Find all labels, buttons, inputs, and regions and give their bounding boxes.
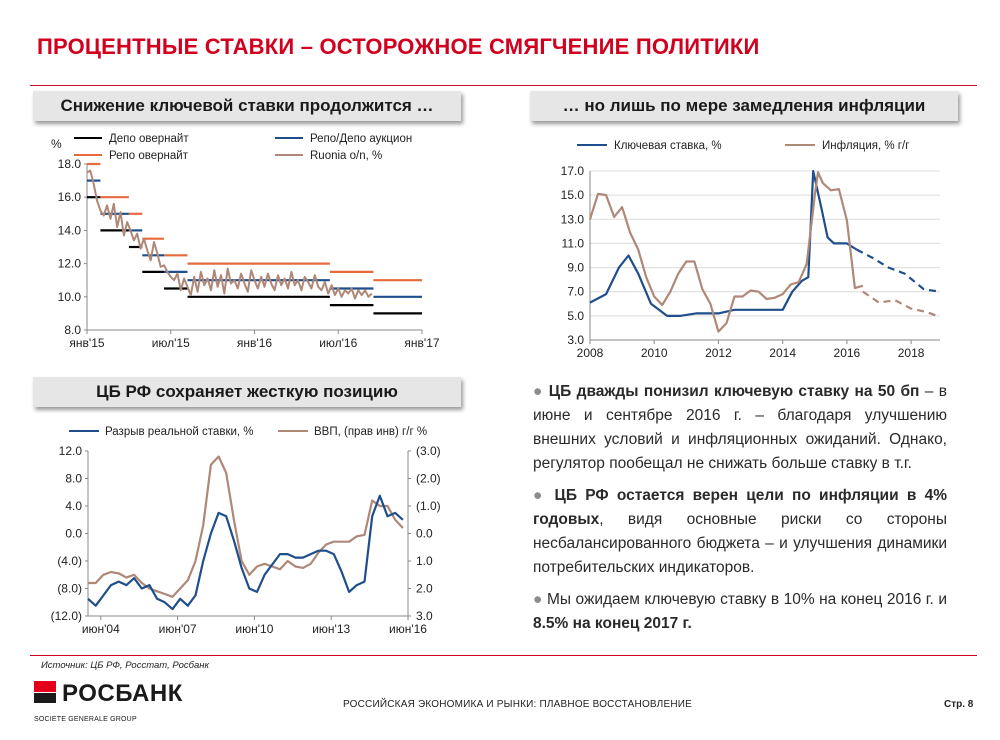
commentary-bullets xyxy=(533,380,947,644)
y-tick-label-left: 12.0 xyxy=(58,444,82,458)
bullet-bold-text: 8.5% на конец 2017 г. xyxy=(533,615,692,632)
bullet-text: – в июне и сентябре 2016 г. – благодаря улучшению внешних условий и инфляционных ожиданий. Однако, регулятор пообещал не снижать больше ставку в т.г. xyxy=(533,383,948,472)
y-tick-label: 9.0 xyxy=(567,260,584,275)
y-tick-label-left: 8.0 xyxy=(65,471,82,486)
legend-label: Инфляция, % г/г xyxy=(822,140,910,152)
legend-label: Депо овернайт xyxy=(109,133,189,145)
bullet-rate-cut xyxy=(533,380,947,476)
legend-label: Репо/Депо аукцион xyxy=(310,133,413,145)
panel-heading-cbr-stance: ЦБ РФ сохраняет жесткую позицию xyxy=(33,377,461,407)
x-tick-label: 2010 xyxy=(640,346,668,360)
x-tick-label: 2016 xyxy=(833,346,861,360)
y-tick-label: 5.0 xyxy=(567,308,584,323)
page-number: Стр. 8 xyxy=(944,699,974,710)
bullet-text: Мы ожидаем ключевую ставку в 10% на конец 2016 г. и xyxy=(547,591,947,608)
key-rate-inflation-chart xyxy=(535,128,955,368)
footer-report-title: РОССИЙСКАЯ ЭКОНОМИКА И РЫНКИ: ПЛАВНОЕ ВОССТАНОВЛЕНИЕ xyxy=(343,699,692,710)
legend-label: ВВП, (прав инв) г/г % xyxy=(314,426,428,438)
x-tick-label: июн'16 xyxy=(389,622,427,636)
y-tick-label-right: (1.0) xyxy=(416,499,441,513)
bullet-dot: ● xyxy=(533,383,544,400)
y-tick-label: 14.0 xyxy=(57,223,81,238)
y-tick-label-right: (2.0) xyxy=(416,471,441,486)
y-tick-label: 11.0 xyxy=(561,236,584,251)
rosbank-logo-icon xyxy=(34,681,56,703)
y-tick-label-right: 2.0 xyxy=(416,581,433,596)
bullet-dot: ● xyxy=(533,591,543,608)
y-tick-label-left: (12.0) xyxy=(50,609,82,623)
y-tick-label: 18.0 xyxy=(57,157,81,171)
x-tick-label: янв'15 xyxy=(69,336,105,350)
x-tick-label: 2018 xyxy=(897,346,925,360)
slide-title: ПРОЦЕНТНЫЕ СТАВКИ – ОСТОРОЖНОЕ СМЯГЧЕНИЕ ПОЛИТИКИ xyxy=(37,34,760,59)
y-tick-label-left: (4.0) xyxy=(57,554,82,568)
logo-subtitle: SOCIETE GENERALE GROUP xyxy=(34,716,137,723)
x-tick-label: 2014 xyxy=(769,346,797,360)
y-tick-label: 13.0 xyxy=(560,212,584,227)
legend-label: Разрыв реальной ставки, % xyxy=(105,426,254,438)
y-tick-label-right: 0.0 xyxy=(416,526,433,541)
source-note: Источник: ЦБ РФ, Росстат, Росбанк xyxy=(41,660,209,671)
x-tick-label: 2012 xyxy=(705,346,732,360)
y-tick-label-left: 4.0 xyxy=(65,499,82,513)
bullet-text: , видя основные риски со стороны несбалансированного бюджета – и улучшения динамики потребительских индикаторов. xyxy=(533,511,947,576)
bullet-dot: ● xyxy=(533,487,547,504)
legend-label: Репо овернайт xyxy=(109,150,188,162)
legend-label: Ruonia o/n, % xyxy=(310,150,383,162)
y-unit-label: % xyxy=(51,137,62,151)
panel-heading-inflation: … но лишь по мере замедления инфляции xyxy=(530,91,958,121)
x-tick-label: июн'04 xyxy=(81,622,120,636)
series-line-forecast xyxy=(857,250,941,292)
y-tick-label: 8.0 xyxy=(64,323,81,337)
real-rate-gap-gdp-chart xyxy=(30,418,470,646)
y-tick-label: 12.0 xyxy=(57,256,81,271)
series-line-real-rate-gap xyxy=(88,496,403,609)
y-tick-label-left: 0.0 xyxy=(65,526,82,541)
y-tick-label: 17.0 xyxy=(560,164,584,178)
series-line-actual xyxy=(590,172,863,331)
y-tick-label: 3.0 xyxy=(567,333,584,347)
panel-heading-key-rate: Снижение ключевой ставки продолжится … xyxy=(33,91,461,121)
x-tick-label: июл'15 xyxy=(151,336,190,350)
y-tick-label: 10.0 xyxy=(57,289,81,304)
title-divider xyxy=(30,85,977,86)
x-tick-label: янв'16 xyxy=(236,336,273,350)
y-tick-label-left: (8.0) xyxy=(57,581,82,596)
y-tick-label-right: 3.0 xyxy=(416,609,433,623)
x-tick-label: июн'07 xyxy=(158,622,197,636)
legend-label: Ключевая ставка, % xyxy=(614,140,722,152)
x-tick-label: июн'10 xyxy=(235,622,274,636)
y-tick-label-right: (3.0) xyxy=(416,444,441,458)
x-tick-label: 2008 xyxy=(576,346,604,360)
x-tick-label: июн'13 xyxy=(312,622,351,636)
x-tick-label: июл'16 xyxy=(319,336,358,350)
y-tick-label-right: 1.0 xyxy=(416,554,433,568)
series-line-forecast xyxy=(863,292,940,317)
rosbank-logo-text: РОСБАНК xyxy=(62,680,183,707)
y-tick-label: 15.0 xyxy=(560,188,584,203)
y-tick-label: 7.0 xyxy=(567,284,584,299)
x-tick-label: янв'17 xyxy=(404,336,440,350)
bullet-bold-text: ЦБ РФ остается верен цели по инфляции в 4% годовых xyxy=(533,487,947,528)
key-rate-corridor-chart xyxy=(30,128,470,356)
bullet-bold-text: ЦБ дважды понизил ключевую ставку на 50 бп xyxy=(548,383,920,400)
bullet-inflation-target xyxy=(533,484,947,580)
bullet-forecast xyxy=(533,588,947,636)
y-tick-label: 16.0 xyxy=(57,190,81,205)
footer-divider xyxy=(30,655,977,656)
